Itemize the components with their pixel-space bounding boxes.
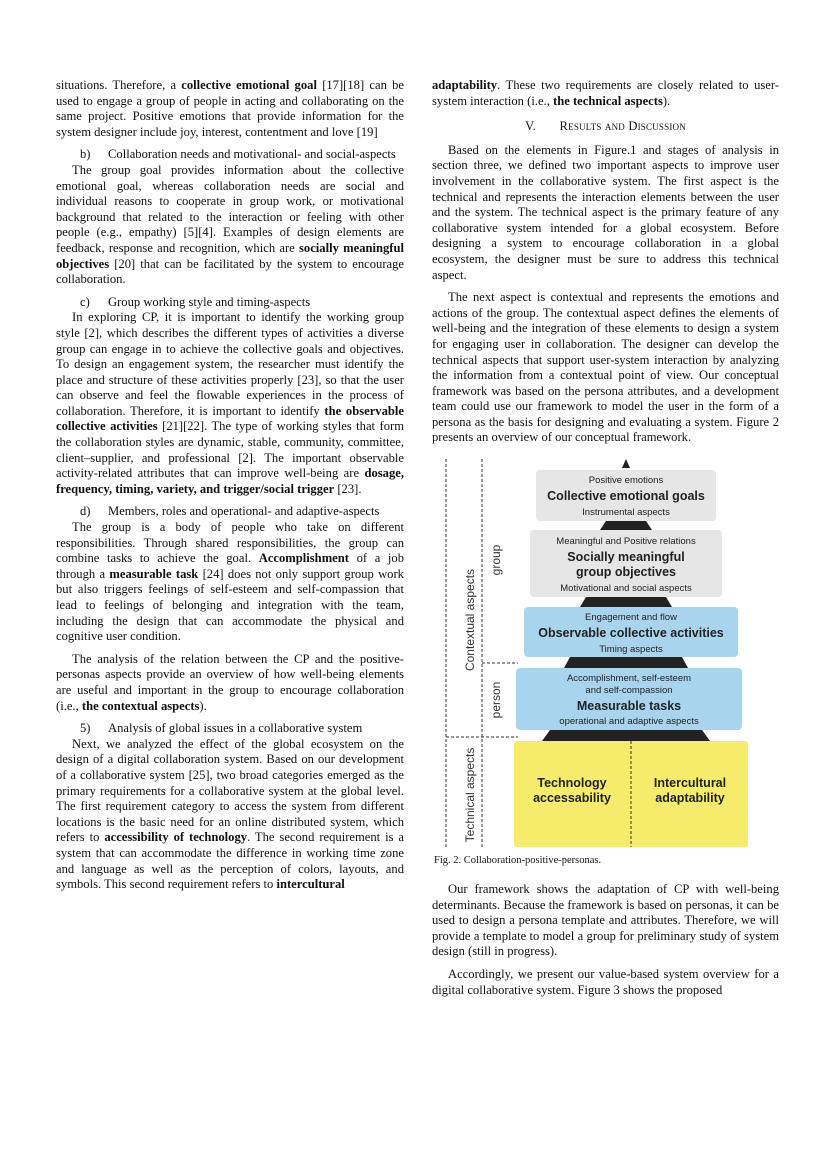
bold-term: collective emotional goal [181, 78, 317, 92]
paragraph [56, 652, 404, 714]
group-label: group [489, 544, 503, 576]
subheading-text: Analysis of global issues in a collaborative system [108, 721, 363, 736]
contextual-aspects-label: Contextual aspects [463, 568, 477, 672]
connector [600, 521, 652, 530]
subheading-text: Group working style and timing-aspects [108, 294, 311, 309]
technology-label: accessability [533, 791, 611, 805]
arrow-up-icon [622, 459, 630, 468]
subheading-label: 5) [80, 721, 91, 736]
text: ). [199, 698, 207, 713]
text: [20] that can be facilitated by the system to encourage collaboration. [56, 256, 404, 287]
subheading-label: c) [80, 294, 90, 309]
text: [21][22]. The type of working styles that form the collaboration styles are dynamic, stable, community, committee, client–supplier, and professional [2]. The important observable activity-related attributes that can improve well-being are [56, 419, 404, 481]
bold-term: dosage, frequency, timing, variety, and trigger/social trigger [56, 466, 404, 496]
paragraph [56, 310, 404, 497]
subheading [80, 721, 404, 737]
box-subtitle: Meaningful and Positive relations [556, 536, 696, 547]
box-title: Observable collective activities [538, 626, 724, 640]
framework-figure [440, 455, 780, 850]
bold-term: intercultural [276, 877, 345, 892]
box-subtitle: Motivational and social aspects [560, 583, 692, 594]
paragraph [432, 78, 779, 109]
section-title: Results and Discussion [559, 119, 686, 134]
box-title: Socially meaningful [567, 550, 685, 564]
paragraph: Based on the elements in Figure.1 and stages of analysis in section three, we defined two important aspects to improve user involvement in the collaborative system. The first aspect is the technical and represents the interaction elements between the user and the system. The technical aspect is the primary feature of any collaborative system intended for a global ecosystem. Before designing a system to encourage collaboration in a global ecosystem, the designer must be sure to address this technical aspect. [432, 142, 779, 282]
right-column-bottom [432, 882, 779, 998]
text: The group is a body of people who take on different responsibilities. Through shared responsibilities, the group can combine tasks to achieve the goal. [56, 520, 404, 566]
box-title: Collective emotional goals [547, 489, 705, 503]
technical-aspects-label: Technical aspects [463, 747, 477, 843]
person-label: person [489, 681, 503, 719]
bold-term: the contextual aspects [81, 698, 200, 713]
text: ). [662, 93, 671, 108]
section-heading [432, 119, 779, 135]
box-title: group objectives [575, 565, 677, 579]
text: In exploring CP, it is important to identify the working group style [2], which describes the different types of activities a diverse group can engage in to achieve the collective goals and objectives. To design an engagement system, the researcher must identify the place and structure of these activities properly [23], so that the user can observe and feel the flowable experiences in the process of collaboration. Therefore, it is important to identify [56, 310, 404, 418]
paragraph: The next aspect is contextual and represents the emotions and actions of the group. The contextual aspect defines the elements of well-being and the integration of these elements to design a system for engaging user in collaboration. The designer can develop the technical aspects that support user-system interaction by analyzing the information from a contextual point of view. Our conceptual framework was based on the persona attributes, and a development team could use our framework to model the user in the form of a persona as the basis for designing and evaluating a system. Figure 2 presents an overview of our conceptual framework. [432, 290, 779, 445]
bold-term: adaptability [432, 78, 498, 92]
bold-term: measurable task [109, 566, 199, 581]
subheading-label: d) [80, 504, 91, 519]
bold-term: socially meaningful objectives [56, 240, 405, 271]
text: The group goal provides information about the collective emotional goal, whereas collaboration needs are social and individual reasons to cooperate in group work, or motivational background that related to the interaction or feeling with other people (e.g., empathy) [5][4]. Examples of design elements are feedback, response and recognition, which are [56, 162, 404, 255]
subheading [80, 504, 404, 520]
paragraph [56, 163, 404, 288]
paragraph [56, 520, 404, 645]
connector [542, 730, 710, 741]
paragraph [56, 737, 404, 893]
box-subtitle: Engagement and flow [585, 612, 677, 623]
paragraph: Accordingly, we present our value-based system overview for a digital collaborative system. Figure 3 shows the proposed [432, 966, 779, 997]
subheading [80, 147, 404, 163]
bold-term: Accomplishment [258, 551, 349, 566]
text: . These two requirements are closely related to user-system interaction (i.e., [432, 78, 779, 108]
left-column [56, 78, 404, 893]
text: . The second requirement is a system that can accommodate the difference in working time zone and language as well as the perception of colors, layouts, and symbols. This second requirement refers to [56, 830, 404, 892]
framework-diagram [440, 455, 780, 850]
text: Next, we analyzed the effect of the global ecosystem on the design of a digital collaboration system. Based on our development of a collaborative system [25], two broad categories emerged as the primary requirements for a collaborative system at the global level. The first requirement category to access the system from different locations is the basic need for an online distributed system, which refers to [56, 736, 404, 845]
connector [580, 597, 672, 607]
subheading-label: b) [80, 147, 91, 162]
paragraph [56, 78, 404, 140]
text: [24] does not only support group work but also triggers feelings of self-esteem and self-compassion that lead to feelings of belonging and integration with the team, including the design that can accommodate the physical and cognitive user condition. [56, 566, 404, 644]
box-subtitle: Timing aspects [599, 644, 663, 655]
text: The analysis of the relation between the CP and the positive-personas aspects provide an overview of how well-being elements are useful and important in the group to encourage collaboration (i.e., [56, 651, 404, 713]
box-subtitle: Accomplishment, self-esteem [566, 673, 692, 684]
bold-term: accessibility of technology [104, 830, 248, 845]
box-subtitle: Positive emotions [588, 475, 664, 486]
box-subtitle: Instrumental aspects [582, 507, 670, 518]
section-number: V. [525, 119, 537, 134]
right-column [432, 78, 779, 446]
subheading [80, 295, 404, 311]
box-subtitle: operational and adaptive aspects [559, 716, 699, 727]
technology-label: Technology [537, 776, 607, 790]
text: of a job through a [56, 551, 404, 581]
text: situations. Therefore, a [56, 78, 182, 92]
subheading-text: Collaboration needs and motivational- and social-aspects [108, 147, 396, 162]
text: [23]. [334, 481, 362, 496]
bold-term: the observable collective activities [56, 403, 404, 434]
subheading-text: Members, roles and operational- and adaptive-aspects [108, 504, 380, 519]
text: [17][18] can be used to engage a group of people in acting and collaborating on the same project. Positive emotions that provide information for the system designer include joy, interest, contentment and love [19] [56, 78, 404, 139]
paragraph: Our framework shows the adaptation of CP with well-being determinants. Because the framework is based on personas, it can be used to design a persona template and attributes. Therefore, we will provide a template to model a group for preliminary study of system design (still in progress). [432, 882, 779, 959]
connector [564, 657, 688, 668]
bold-term: the technical aspects [553, 93, 663, 108]
box-subtitle: and self-compassion [585, 685, 673, 696]
intercultural-label: Intercultural [653, 776, 727, 790]
intercultural-label: adaptability [655, 791, 725, 805]
box-title: Measurable tasks [576, 699, 682, 713]
figure-caption: Fig. 2. Collaboration-positive-personas. [434, 855, 602, 866]
